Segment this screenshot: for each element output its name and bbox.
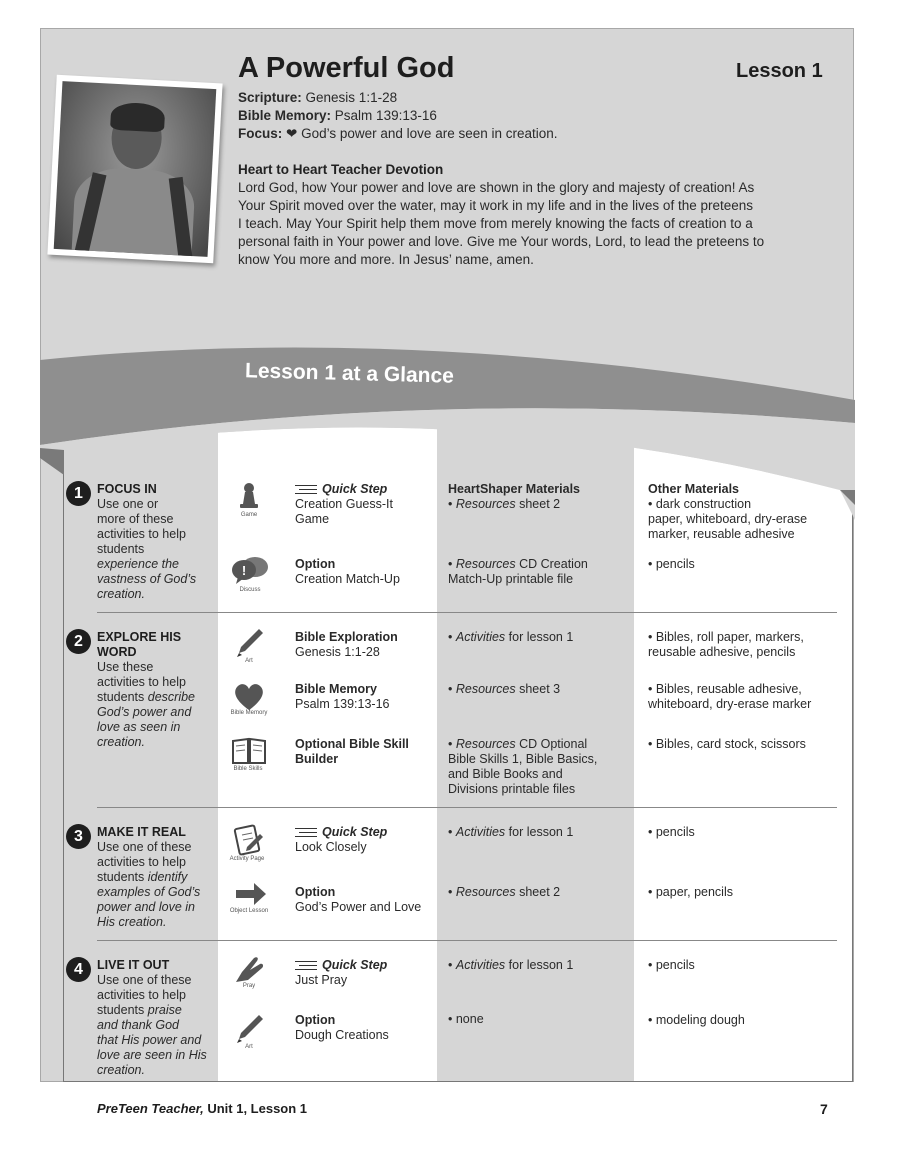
lesson-title: A Powerful God: [238, 52, 455, 84]
activity-name: Just Pray: [295, 973, 348, 987]
section-title: LIVE IT OUT: [97, 958, 170, 972]
icon-caption: Art: [245, 1044, 253, 1050]
heartshaper-header: HeartShaper Materials: [448, 482, 581, 496]
other-material: • modeling dough: [648, 1013, 745, 1027]
section-title: EXPLORE HIS WORD: [97, 630, 182, 659]
heartshaper-material: • Resources sheet 3: [448, 682, 561, 696]
activity-name: Creation Match-Up: [295, 572, 400, 586]
devotion-text: [238, 179, 838, 269]
heart-icon: [233, 682, 265, 712]
icon-caption: Bible Memory: [230, 710, 268, 716]
activity-title: Bible Memory: [295, 682, 377, 696]
other-material: • Bibles, card stock, scissors: [648, 737, 806, 751]
quick-step-label: Quick Step: [295, 482, 387, 497]
heartshaper-material: • Activities for lesson 1: [448, 630, 574, 644]
art-icon: [233, 626, 265, 658]
heartshaper-material: • Resources CD Optional Bible Skills 1, Bible Basics, and Bible Books and Divisions printable files: [448, 737, 598, 796]
row-divider: [97, 612, 837, 613]
scripture-label: Scripture:: [238, 90, 302, 105]
section-description: Use one of these activities to help students identify examples of God’s power and love in His creation.: [97, 840, 201, 929]
page-number: 7: [820, 1101, 828, 1117]
step-number-1: 1: [66, 481, 91, 506]
activity-option: Option: [295, 885, 336, 899]
section-description: Use these activities to help students describe God’s power and love as seen in creation.: [97, 660, 195, 749]
section-title: FOCUS IN: [97, 482, 157, 496]
bible-memory-value: Psalm 139:13-16: [334, 108, 437, 123]
other-materials-header: Other Materials: [648, 482, 740, 496]
activity-name: Genesis 1:1-28: [295, 645, 380, 659]
devotion-heading: Heart to Heart Teacher Devotion: [238, 162, 444, 177]
other-material: • pencils: [648, 557, 695, 571]
icon-caption: Discuss: [239, 587, 261, 593]
row-divider: [97, 807, 837, 808]
step-number-4: 4: [66, 957, 91, 982]
activity-name: Dough Creations: [295, 1028, 389, 1042]
scripture-value: Genesis 1:1-28: [305, 90, 398, 105]
activity-name: Look Closely: [295, 840, 367, 854]
lesson-number: Lesson 1: [736, 60, 823, 82]
devotion-line: Lord God, how Your power and love are shown in the glory and majesty of creation! As: [238, 180, 755, 195]
icon-caption: Pray: [242, 983, 256, 989]
discuss-icon: [230, 556, 270, 586]
scripture-line: [238, 90, 397, 105]
object-lesson-icon: [234, 881, 268, 907]
heartshaper-material: • Resources sheet 2: [448, 497, 561, 511]
icon-caption: Activity Page: [229, 856, 265, 862]
glance-title: Lesson 1 at a Glance: [244, 359, 455, 388]
other-material: • Bibles, reusable adhesive, whiteboard, dry-erase marker: [648, 682, 812, 711]
other-material: • pencils: [648, 958, 695, 972]
devotion-line: I teach. May Your Spirit help them move from merely knowing the facts of creation to a: [238, 216, 753, 231]
section-description: Use one of these activities to help students praise and thank God that His power and love are seen in His creation.: [97, 973, 207, 1077]
quick-step-label: Quick Step: [295, 825, 387, 840]
activity-name: Psalm 139:13-16: [295, 697, 390, 711]
step-number-3: 3: [66, 824, 91, 849]
devotion-line: personal faith in Your power and love. Give me Your words, Lord, to lead the preteens to: [238, 234, 765, 249]
row-divider: [97, 940, 837, 941]
footer-credit: PreTeen Teacher, Unit 1, Lesson 1: [97, 1101, 308, 1116]
other-material: • paper, pencils: [648, 885, 733, 899]
section-description: Use one or more of these activities to help students experience the vastness of God’s creation.: [97, 497, 197, 601]
devotion-line: Your Spirit moved over the water, may it work in my life and in the lives of the preteens: [238, 198, 753, 213]
heartshaper-material: • none: [448, 1012, 484, 1026]
heart-icon: ❤: [286, 126, 298, 141]
heartshaper-material: • Resources CD Creation Match-Up printable file: [448, 557, 588, 586]
activity-option: Option: [295, 557, 336, 571]
step-number-2: 2: [66, 629, 91, 654]
section-title: MAKE IT REAL: [97, 825, 186, 839]
quick-step-label: Quick Step: [295, 958, 387, 973]
student-photo: [47, 75, 222, 263]
activity-page-icon: [232, 824, 264, 856]
activity-title: Optional Bible Skill Builder: [295, 737, 409, 766]
icon-caption: Game: [240, 512, 258, 518]
heartshaper-material: • Activities for lesson 1: [448, 825, 574, 839]
focus-line: [238, 126, 558, 142]
game-icon: [236, 482, 262, 510]
icon-caption: Bible Skills: [233, 766, 263, 772]
icon-caption: Art: [245, 658, 253, 664]
svg-text:!: !: [241, 563, 247, 578]
activity-option: Option: [295, 1013, 336, 1027]
focus-value: God’s power and love are seen in creation.: [301, 126, 558, 141]
focus-label: Focus:: [238, 126, 283, 141]
art-icon: [233, 1012, 265, 1044]
other-material: • dark construction paper, whiteboard, dry-erase marker, reusable adhesive: [648, 497, 808, 541]
activity-name: Creation Guess-It Game: [295, 497, 393, 526]
other-material: • pencils: [648, 825, 695, 839]
bible-memory-label: Bible Memory:: [238, 108, 332, 123]
icon-caption: Object Lesson: [229, 908, 269, 914]
activity-name: God’s Power and Love: [295, 900, 422, 914]
pray-icon: [232, 954, 266, 984]
bible-memory-line: [238, 108, 437, 123]
activity-title: Bible Exploration: [295, 630, 398, 644]
devotion-line: know You more and more. In Jesus’ name, amen.: [238, 252, 534, 267]
bible-skills-icon: [230, 736, 268, 766]
heartshaper-material: • Resources sheet 2: [448, 885, 561, 899]
other-material: • Bibles, roll paper, markers, reusable adhesive, pencils: [648, 630, 804, 659]
heartshaper-material: • Activities for lesson 1: [448, 958, 574, 972]
